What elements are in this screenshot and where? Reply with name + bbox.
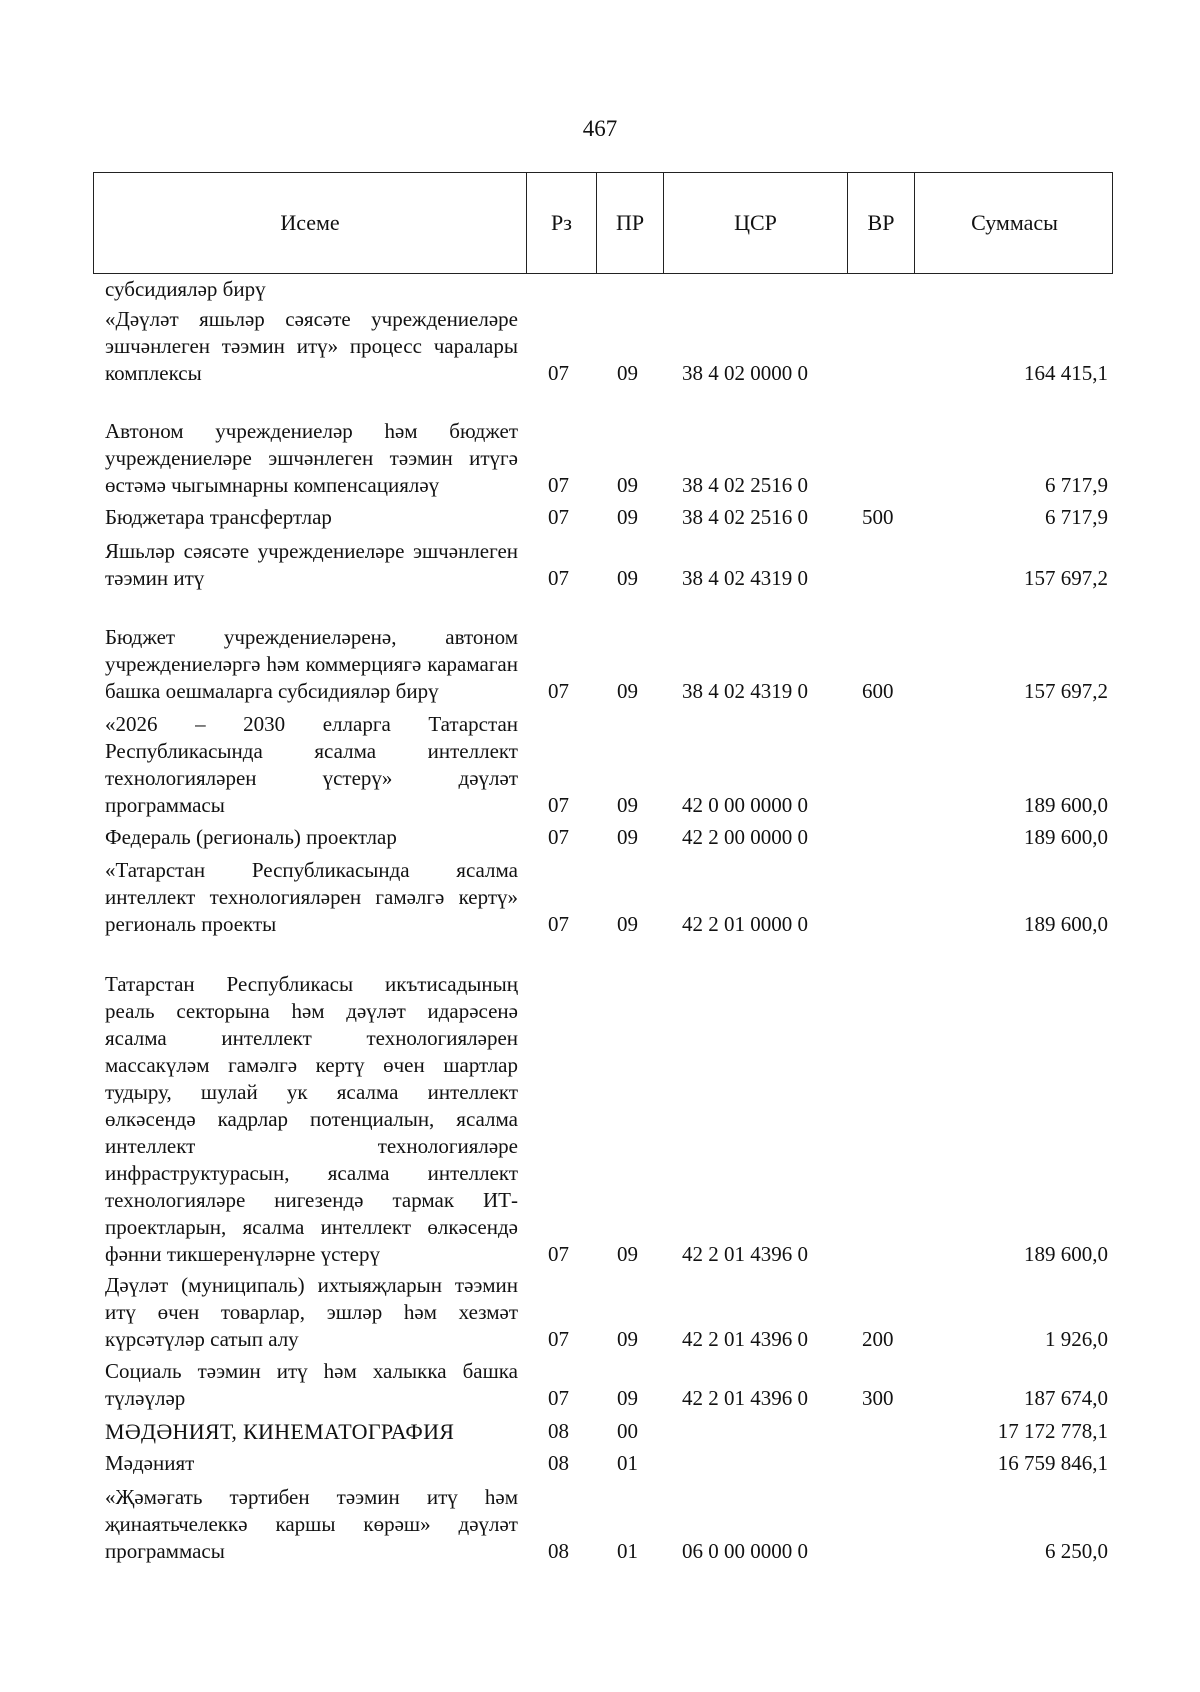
row-name: «Җәмәгать тәртибен тәэмин итү һәм җинаятьчелеккә каршы көрәш» дәүләт программасы xyxy=(105,1485,518,1563)
table-row xyxy=(0,276,1200,303)
row-sum: 189 600,0 xyxy=(1024,912,1108,936)
row-rz: 07 xyxy=(548,1327,569,1351)
row-sum: 189 600,0 xyxy=(1024,1242,1108,1266)
row-sum: 17 172 778,1 xyxy=(997,1419,1108,1443)
table-row xyxy=(0,538,1200,592)
header-csr: ЦСР xyxy=(663,173,847,273)
row-name: Бюджетара трансфертлар xyxy=(105,505,332,529)
table-row xyxy=(0,824,1200,851)
row-sum: 6 250,0 xyxy=(1045,1539,1108,1563)
row-sum: 157 697,2 xyxy=(1024,679,1108,703)
row-csr: 38 4 02 2516 0 xyxy=(682,473,808,497)
header-rz: Рз xyxy=(526,173,596,273)
row-csr: 42 2 01 0000 0 xyxy=(682,912,808,936)
row-name: МӘДӘНИЯТ, КИНЕМАТОГРАФИЯ xyxy=(105,1419,455,1444)
table-row xyxy=(0,711,1200,819)
table-row xyxy=(0,391,1200,499)
row-sum: 1 926,0 xyxy=(1045,1327,1108,1351)
table-row xyxy=(0,1358,1200,1412)
row-csr: 38 4 02 2516 0 xyxy=(682,505,808,529)
row-name: Федераль (региональ) проектлар xyxy=(105,825,397,849)
row-pr: 09 xyxy=(617,566,638,590)
row-vr: 300 xyxy=(862,1386,894,1410)
row-sum: 189 600,0 xyxy=(1024,793,1108,817)
row-pr: 09 xyxy=(617,679,638,703)
row-pr: 09 xyxy=(617,473,638,497)
row-pr: 09 xyxy=(617,912,638,936)
row-pr: 09 xyxy=(617,1242,638,1266)
row-pr: 09 xyxy=(617,505,638,529)
table-row xyxy=(0,857,1200,938)
row-name: Бюджет учреждениеләренә, автоном учреждениеләргә һәм коммерциягә карамаган башка оешмаларга субсидияләр бирү xyxy=(105,625,518,703)
row-csr: 38 4 02 4319 0 xyxy=(682,679,808,703)
row-csr: 42 2 00 0000 0 xyxy=(682,825,808,849)
row-sum: 6 717,9 xyxy=(1045,505,1108,529)
table-row xyxy=(0,597,1200,705)
row-pr: 09 xyxy=(617,825,638,849)
row-vr: 600 xyxy=(862,679,894,703)
row-pr: 01 xyxy=(617,1539,638,1563)
row-vr: 200 xyxy=(862,1327,894,1351)
row-pr: 00 xyxy=(617,1419,638,1443)
row-sum: 157 697,2 xyxy=(1024,566,1108,590)
row-rz: 07 xyxy=(548,912,569,936)
row-rz: 07 xyxy=(548,473,569,497)
header-name: Исеме xyxy=(280,210,340,235)
page-number: 467 xyxy=(582,116,618,141)
row-rz: 08 xyxy=(548,1451,569,1475)
row-name: «Татарстан Республикасында ясалма интеллект технологияләрен гамәлгә кертү» региональ проекты xyxy=(105,858,518,936)
row-rz: 07 xyxy=(548,505,569,529)
row-name: Яшьләр сәясәте учреждениеләре эшчәнлеген тәэмин итү xyxy=(105,539,518,590)
row-sum: 6 717,9 xyxy=(1045,473,1108,497)
header-sum: Суммасы xyxy=(914,173,1114,273)
row-csr: 42 2 01 4396 0 xyxy=(682,1386,808,1410)
row-rz: 07 xyxy=(548,793,569,817)
row-name: Мәдәният xyxy=(105,1451,195,1475)
row-vr: 500 xyxy=(862,505,894,529)
row-csr: 38 4 02 4319 0 xyxy=(682,566,808,590)
row-csr: 38 4 02 0000 0 xyxy=(682,361,808,385)
row-pr: 09 xyxy=(617,1386,638,1410)
row-sum: 187 674,0 xyxy=(1024,1386,1108,1410)
row-name: Автоном учреждениеләр һәм бюджет учреждениеләре эшчәнлеген тәэмин итүгә өстәмә чыгымнарны компенсацияләү xyxy=(105,419,518,497)
header-vr: ВР xyxy=(847,173,914,273)
header-pr: ПР xyxy=(596,173,663,273)
table-row xyxy=(0,1416,1200,1445)
row-csr: 42 2 01 4396 0 xyxy=(682,1242,808,1266)
row-rz: 08 xyxy=(548,1419,569,1443)
table-row xyxy=(0,504,1200,531)
row-name: Татарстан Республикасы икътисадының реаль секторына һәм дәүләт идарәсенә ясалма интеллект технологияләрен массакүләм гамәлгә кертү өчен шартлар тудыру, шулай ук ясалма интеллект өлкәсендә кадрлар потенциалын, ясалма интеллект технологияләре инфраструктурасын, ясалма интеллект технологияләре нигезендә тармак ИТ-проектларын, ясалма интеллект өлкәсендә фәнни тикшеренүләрне үстерү xyxy=(105,972,518,1266)
row-name: «Дәүләт яшьләр сәясәте учреждениеләре эшчәнлеген тәэмин итү» процесс чаралары комплексы xyxy=(105,307,518,385)
row-pr: 09 xyxy=(617,1327,638,1351)
row-pr: 09 xyxy=(617,793,638,817)
table-row xyxy=(0,1272,1200,1353)
row-sum: 164 415,1 xyxy=(1024,361,1108,385)
table-row xyxy=(0,1484,1200,1565)
row-csr: 06 0 00 0000 0 xyxy=(682,1539,808,1563)
row-sum: 16 759 846,1 xyxy=(997,1451,1108,1475)
row-name: «2026 – 2030 елларга Татарстан Республикасында ясалма интеллект технологияләрен үстерү» дәүләт программасы xyxy=(105,712,518,817)
row-csr: 42 0 00 0000 0 xyxy=(682,793,808,817)
row-rz: 07 xyxy=(548,1386,569,1410)
row-rz: 07 xyxy=(548,679,569,703)
row-name: Социаль тәэмин итү һәм халыкка башка түләүләр xyxy=(105,1359,518,1410)
row-pr: 01 xyxy=(617,1451,638,1475)
table-row xyxy=(0,306,1200,387)
row-rz: 07 xyxy=(548,825,569,849)
row-pr: 09 xyxy=(617,361,638,385)
table-row xyxy=(0,1450,1200,1477)
row-rz: 07 xyxy=(548,1242,569,1266)
row-rz: 08 xyxy=(548,1539,569,1563)
row-csr: 42 2 01 4396 0 xyxy=(682,1327,808,1351)
row-sum: 189 600,0 xyxy=(1024,825,1108,849)
row-name: субсидияләр бирү xyxy=(105,277,266,301)
table-row xyxy=(0,944,1200,1268)
table-header xyxy=(93,172,1113,274)
row-rz: 07 xyxy=(548,566,569,590)
row-name: Дәүләт (муниципаль) ихтыяҗларын тәэмин итү өчен товарлар, эшләр һәм хезмәт күрсәтүләр сатып алу xyxy=(105,1273,518,1351)
row-rz: 07 xyxy=(548,361,569,385)
